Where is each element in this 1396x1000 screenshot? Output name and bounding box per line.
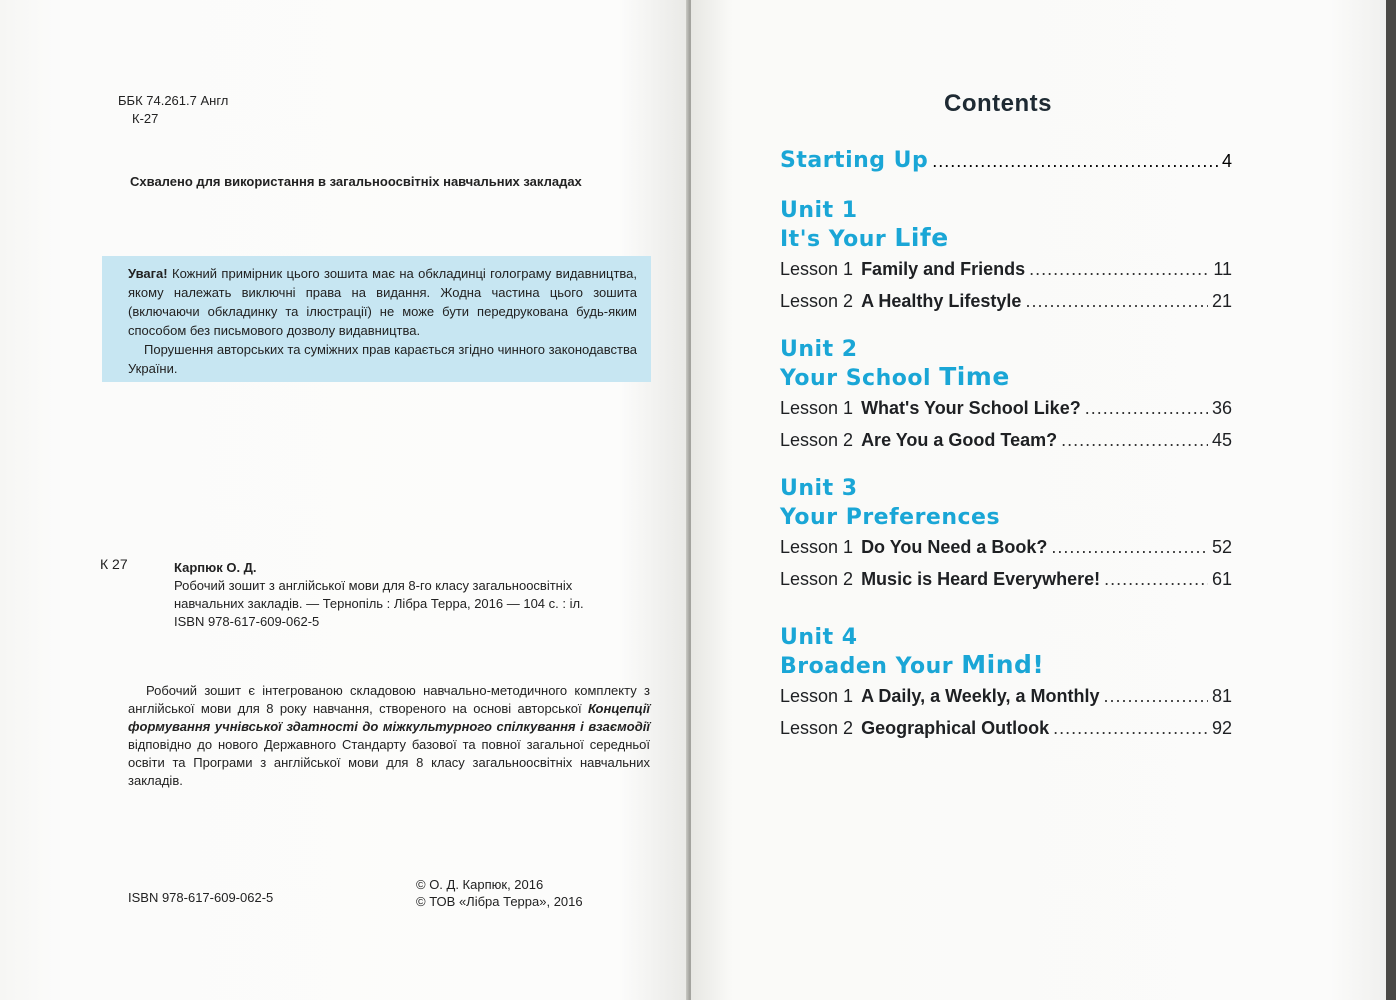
copyright-author: © О. Д. Карпюк, 2016 xyxy=(416,877,544,892)
warning-text: Кожний примірник цього зошита має на обкладинці голограму видавництва, якому належать виключні права на видання. Жодна частина цього зошита (включаючи обкладинку та ілюстрації) не може бути передрукована будь-яким способом без письмового дозволу видавництва. xyxy=(128,266,637,338)
biblio-isbn: ISBN 978-617-609-062-5 xyxy=(174,614,320,629)
toc-starting-up[interactable] xyxy=(780,147,1232,174)
toc-entry[interactable] xyxy=(780,569,1232,590)
lesson-title: Family and Friends xyxy=(861,259,1026,279)
toc-entry[interactable] xyxy=(780,430,1232,451)
leader-dots xyxy=(1104,569,1208,590)
unit-title-text: Your School xyxy=(780,366,940,391)
biblio-line: навчальних закладів. — Тернопіль : Лібра Терра, 2016 — 104 с. : іл. xyxy=(174,596,584,611)
toc-entry[interactable] xyxy=(780,718,1232,739)
lesson-number: Lesson 2 xyxy=(780,291,854,311)
unit-number: Unit 4 xyxy=(780,625,858,650)
bbk-code: К-27 xyxy=(132,111,159,126)
page-number: 61 xyxy=(1211,569,1232,589)
lesson-title: What's Your School Like? xyxy=(861,398,1081,418)
page-number: 11 xyxy=(1213,259,1232,279)
warning-paragraph xyxy=(128,264,637,340)
unit-title-text: Broaden Your xyxy=(780,654,962,679)
unit-3-heading xyxy=(780,475,1000,531)
leader-dots xyxy=(1053,718,1208,739)
approval-notice: Схвалено для використання в загальноосвітніх навчальних закладах xyxy=(130,174,582,189)
unit-title-emphasis: Life xyxy=(894,223,949,252)
lesson-number: Lesson 2 xyxy=(780,569,854,589)
unit-number: Unit 2 xyxy=(780,337,858,362)
lesson-number: Lesson 1 xyxy=(780,398,854,418)
unit-title xyxy=(780,224,949,253)
unit-title xyxy=(780,363,1010,392)
unit-title-text: Your Preferences xyxy=(780,505,1001,530)
lesson-title: A Daily, a Weekly, a Monthly xyxy=(861,686,1100,706)
lesson-title: Music is Heard Everywhere! xyxy=(861,569,1101,589)
lesson-number: Lesson 2 xyxy=(780,718,854,738)
bbk-line: ББК 74.261.7 Англ xyxy=(118,93,229,108)
copyright-publisher: © ТОВ «Лібра Терра», 2016 xyxy=(416,894,583,909)
toc-entry[interactable] xyxy=(780,259,1232,280)
biblio-line: Робочий зошит з англійської мови для 8-го класу загальноосвітніх xyxy=(174,578,573,593)
page-number: 36 xyxy=(1211,398,1232,418)
unit-1-heading xyxy=(780,197,949,253)
page-number: 45 xyxy=(1211,430,1232,450)
lesson-title: Geographical Outlook xyxy=(861,718,1050,738)
bbk-index xyxy=(118,92,228,128)
contents-title: Contents xyxy=(944,90,1052,117)
leader-dots xyxy=(932,151,1218,172)
page-number: 92 xyxy=(1211,718,1232,738)
unit-title-text: It's Your xyxy=(780,227,895,252)
unit-4-heading xyxy=(780,624,1044,680)
lesson-title: A Healthy Lifestyle xyxy=(861,291,1022,311)
annotation xyxy=(128,682,650,790)
toc-entry[interactable] xyxy=(780,686,1232,707)
unit-title xyxy=(780,651,1044,680)
page-number: 81 xyxy=(1211,686,1232,706)
unit-number: Unit 1 xyxy=(780,198,858,223)
leader-dots xyxy=(1061,430,1208,451)
page-number: 4 xyxy=(1221,151,1232,171)
warning-law-paragraph: Порушення авторських та суміжних прав карається згідно чинного законодавства України. xyxy=(128,342,637,376)
author: Карпюк О. Д. xyxy=(174,560,257,575)
warning-label: Увага! xyxy=(128,266,168,281)
leader-dots xyxy=(1103,686,1208,707)
lesson-title: Do You Need a Book? xyxy=(861,537,1048,557)
annotation-text: Робочий зошит є інтегрованою складовою навчально-методичного комплекту з англійської мови для 8 року навчання, створеного на основі авторської xyxy=(128,683,650,716)
leader-dots xyxy=(1085,398,1208,419)
leader-dots xyxy=(1025,291,1208,312)
copyright xyxy=(416,876,583,910)
annotation-text: відповідно до нового Державного Стандарту базової та повної загальної середньої освіти та Програми з англійської мови для 8 класу загальноосвітніх навчальних закладів. xyxy=(128,737,650,788)
k-code: К 27 xyxy=(100,556,128,572)
unit-number: Unit 3 xyxy=(780,476,858,501)
page-edge xyxy=(1386,0,1396,1000)
unit-title-emphasis: Time xyxy=(939,362,1010,391)
copyright-warning-box xyxy=(102,256,651,382)
page-number: 52 xyxy=(1211,537,1232,557)
left-page xyxy=(0,0,688,1000)
lesson-number: Lesson 1 xyxy=(780,686,854,706)
isbn: ISBN 978-617-609-062-5 xyxy=(128,890,274,905)
page-number: 21 xyxy=(1211,291,1232,311)
unit-title-emphasis: Mind! xyxy=(961,650,1045,679)
toc-entry[interactable] xyxy=(780,291,1232,312)
starting-up-title: Starting Up xyxy=(780,148,929,173)
toc-entry[interactable] xyxy=(780,537,1232,558)
lesson-number: Lesson 1 xyxy=(780,537,854,557)
unit-2-heading xyxy=(780,336,1010,392)
leader-dots xyxy=(1029,259,1209,280)
toc-entry[interactable] xyxy=(780,398,1232,419)
lesson-number: Lesson 2 xyxy=(780,430,854,450)
unit-title xyxy=(780,502,1000,531)
lesson-title: Are You a Good Team? xyxy=(861,430,1058,450)
leader-dots xyxy=(1051,537,1208,558)
annotation-concept: Концепції формування учнівської здатності до міжкультурного спілкування і взаємодії xyxy=(128,701,650,734)
lesson-number: Lesson 1 xyxy=(780,259,854,279)
bibliographic-record xyxy=(174,559,634,631)
